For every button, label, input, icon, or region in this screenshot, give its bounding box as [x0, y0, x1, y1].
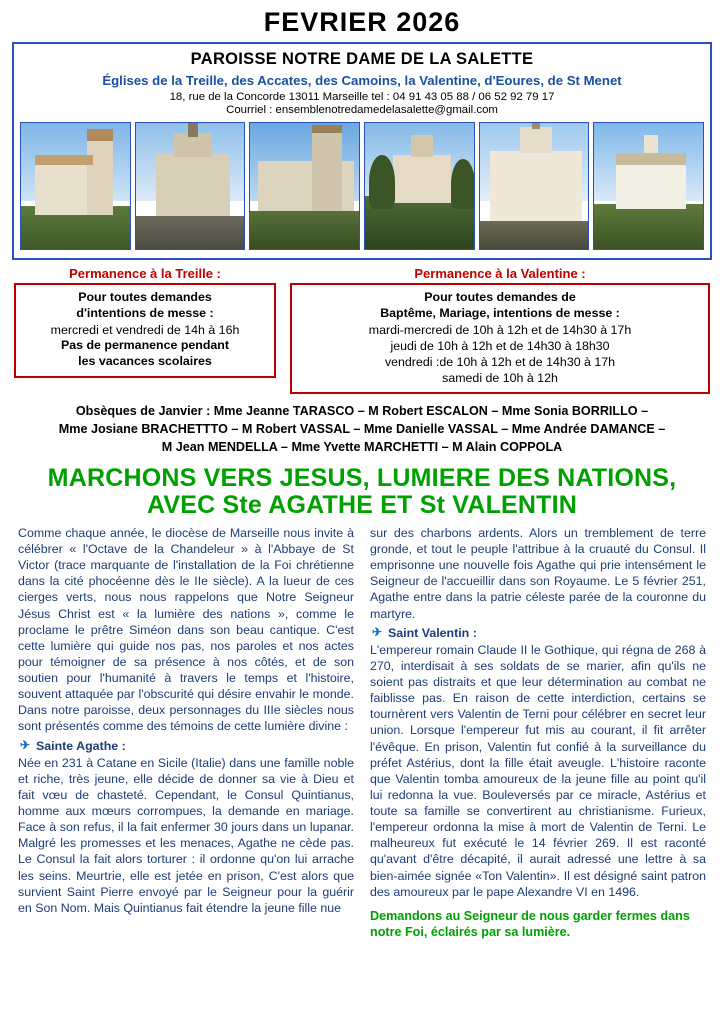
obseques-section [20, 403, 704, 457]
article-intro: Comme chaque année, le diocèse de Marseille nous invite à célébrer « l'Octave de la Chandeleur » à l'Abbaye de St Victor (trace marquante de l'installation de la Foi chrétienne dans la cité phocéenne dès le IIe siècle). A la lueur de ces cierges verts, nous nous rappelons que Notre Seigneur Jésus Christ est « la lumière des nations », comme le proclame le prêtre Siméon dans son beau cantique. C'est cette lumière qui guide nos pas, nos paroles et nos actes pour témoigner de sa présence à nos côtés, et de son soutien pour l'humanité à travers le temps et l'histoire, souvent attaquée par l'obscurité qui désire envahir le monde. Dans notre paroisse, deux personnages du IIIe siècles nous sont présentés comme des témoins de cette lumière divine : [18, 525, 354, 734]
article-agathe-left: Née en 231 à Catane en Sicile (Italie) dans une famille noble et riche, très jeune, elle décide de donner sa vie à Dieu et fait vœu de chasteté. Cependant, le Consul Quintianus, homme aux mœurs corrompues, la demande en mariage. Face à son refus, il la fait enfermer 30 jours dans un lupanar. Malgré les promesses et les menaces, Agathe ne cède pas. Le Consul la fait alors torturer : il ordonne qu'on lui arrache les seins. Meurtrie, elle est jetée en prison, C'est alors que survient Saint Pierre envoyé par le Seigneur pour la guérir en Son Nom. Mais Quintianus fait étendre la jeune fille nue [18, 755, 354, 915]
obseques-line1 [20, 403, 704, 421]
photo-eglise-eoures [479, 122, 590, 250]
photo-eglise-les-camoins [249, 122, 360, 250]
parish-email: Courriel : ensemblenotredamedelasalette@gmail.com [226, 104, 498, 116]
permanence-valentine-box [290, 283, 710, 394]
main-headline [10, 465, 714, 519]
churches-list: Églises de la Treille, des Accates, des Camoins, la Valentine, d'Eoures, de St Menet [102, 73, 622, 88]
permanences-section [14, 266, 710, 394]
article-agathe-right: sur des charbons ardents. Alors un tremblement de terre gronde, et tout le peuple l'attribue à la cruauté du Consul. Il emprisonne une nouvelle fois Agathe qui prie intensément le Seigneur de l'accueillir dans son Royaume. Le 5 février 251, Agathe entre dans la patrie céleste parée de la couronne du martyre. [370, 525, 706, 621]
page-title: FEVRIER 2026 [263, 7, 461, 37]
article-body [18, 525, 706, 941]
article-column-left [18, 525, 354, 941]
obseques-label: Obsèques de Janvier : [75, 404, 211, 419]
permanence-valentine-line2: Baptême, Mariage, intentions de messe : [380, 305, 620, 320]
photo-eglise-les-accates [135, 122, 246, 250]
photo-eglise-st-menet [593, 122, 704, 250]
header-box [12, 42, 712, 260]
headline-line1: MARCHONS VERS JESUS, LUMIERE DES NATIONS, [47, 463, 677, 492]
obseques-names-1: Mme Jeanne TARASCO – M Robert ESCALON – Mme Sonia BORRILLO – [213, 404, 649, 419]
permanence-valentine-line3: mardi-mercredi de 10h à 12h et de 14h30 à 17h [368, 322, 632, 337]
permanence-valentine-line6: samedi de 10h à 12h [442, 371, 558, 386]
photo-strip [20, 122, 704, 250]
permanence-treille-line3: mercredi et vendredi de 14h à 16h [50, 322, 240, 337]
parish-address: 18, rue de la Concorde 13011 Marseille tel : 04 91 43 05 88 / 06 52 92 79 17 [169, 91, 555, 103]
permanence-treille-line4: Pas de permanence pendant [60, 337, 230, 352]
photo-eglise-la-treille [20, 122, 131, 250]
permanence-valentine-line5: vendredi :de 10h à 12h et de 14h30 à 17h [384, 355, 616, 369]
permanence-valentine-line4: jeudi de 10h à 12h et de 14h30 à 18h30 [390, 338, 610, 353]
permanence-valentine [290, 266, 710, 394]
obseques-names-3: M Jean MENDELLA – Mme Yvette MARCHETTI – M Alain COPPOLA [161, 440, 563, 454]
photo-eglise-la-valentine [364, 122, 475, 250]
article-column-right [370, 525, 706, 941]
permanence-treille-title: Permanence à la Treille : [69, 266, 221, 281]
parish-name: PAROISSE NOTRE DAME DE LA SALETTE [190, 50, 534, 68]
newsletter-page [0, 7, 724, 1031]
permanence-valentine-title: Permanence à la Valentine : [414, 266, 586, 281]
permanence-treille-line5: les vacances scolaires [78, 353, 212, 368]
permanence-treille [14, 266, 276, 378]
permanence-valentine-line1: Pour toutes demandes de [424, 290, 576, 304]
permanence-treille-line2: d'intentions de messe : [76, 305, 214, 320]
closing-prayer: Demandons au Seigneur de nous garder fermes dans notre Foi, éclairés par sa lumière. [370, 908, 690, 940]
subheading-sainte-agathe: ✈ Sainte Agathe : [36, 738, 354, 754]
permanence-treille-line1: Pour toutes demandes [78, 290, 212, 304]
article-valentin: L'empereur romain Claude II le Gothique, qui régna de 268 à 270, interdisait à ses soldats de se marier, afin qu'ils ne soient pas distraits et que leur détermination au combat ne faiblisse pas. En raison de cette interdiction, certains se tournèrent vers Valentin de Terni pour célébrer en secret leur union. Lorsque l'empereur fut mis au courant, il fit arrêter l'évêque. En prison, Valentin fut confié à la surveillance du préfet Astérius, dont la fille était aveugle. L'histoire raconte que Valentin tomba amoureux de la jeune fille au point qu'il lui redonna la vue. Bouleversés par ce miracle, Astérius et toute sa famille se convertirent au christianisme. Furieux, l'empereur ordonna la mise à mort de Valentin de Terni. Le malheureux fut exécuté le 14 février 269. Il est raconté qu'avant d'être décapité, il aurait adressé une lettre à sa bien-aimée signée «Ton Valentin». Il est désigné saint patron des amoureux par le pape Alexandre VI en 1496. [370, 642, 706, 899]
subheading-saint-valentin: ✈ Saint Valentin : [388, 625, 706, 641]
obseques-names-2: Mme Josiane BRACHETTTO – M Robert VASSAL – Mme Danielle VASSAL – Mme Andrée DAMANCE – [58, 422, 666, 437]
headline-line2: AVEC Ste AGATHE ET St VALENTIN [146, 490, 578, 519]
permanence-treille-box [14, 283, 276, 378]
